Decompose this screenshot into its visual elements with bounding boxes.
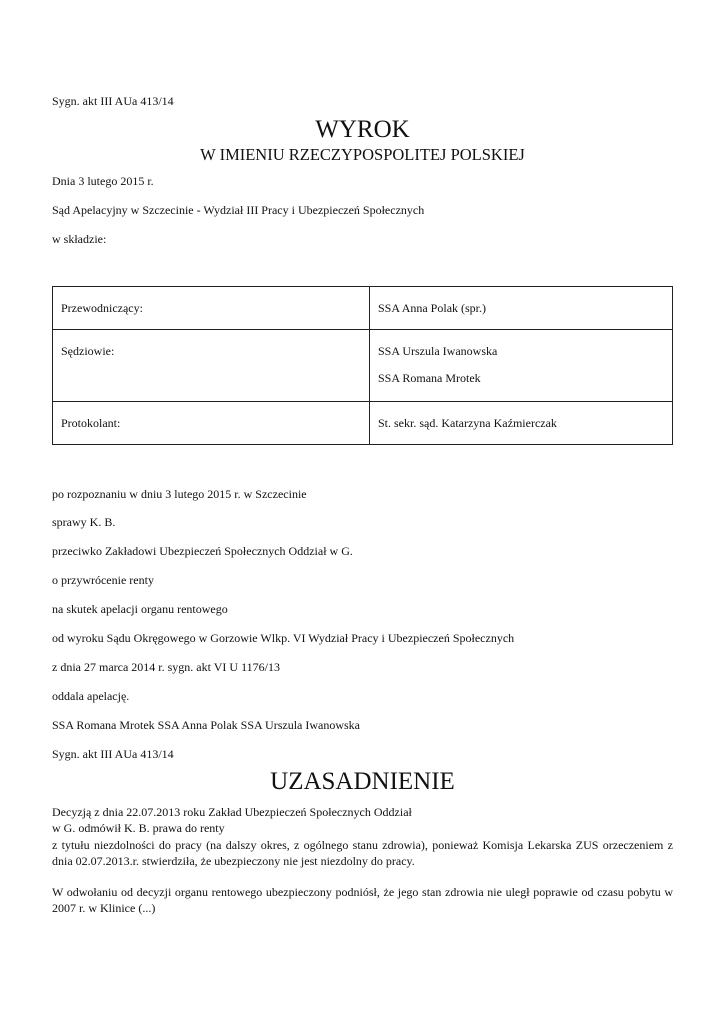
composition-intro: w składzie: [52,232,107,246]
ruling-line: z dnia 27 marca 2014 r. sygn. akt VI U 1176/13 [52,660,280,674]
court-name: Sąd Apelacyjny w Szczecinie - Wydział III Pracy i Ubezpieczeń Społecznych [52,203,425,217]
document-title: WYROK [315,116,410,143]
ruling-line: o przywrócenie renty [52,573,154,587]
table-row [53,330,673,402]
judge-name: SSA Urszula Iwanowska [378,344,498,358]
judge-name: SSA Anna Polak (spr.) [378,301,487,315]
name-cell [370,402,673,445]
justification-title: UZASADNIENIE [270,768,455,795]
role-cell: Protokolant: [53,402,370,445]
justification-line: w G. odmówił K. B. prawa do renty [52,821,225,835]
justification-paragraph: W odwołaniu od decyzji organu rentowego ubezpieczony podniósł, że jego stan zdrowia nie uległ poprawie od czasu pobytu w 2007 r. w Klinice (...) [52,885,673,915]
role-cell: Przewodniczący: [53,287,370,330]
document-subtitle: W IMIENIU RZECZYPOSPOLITEJ POLSKIEJ [200,145,525,164]
justification-line: Decyzją z dnia 22.07.2013 roku Zakład Ubezpieczeń Społecznych Oddział [52,805,412,819]
judge-name: SSA Romana Mrotek [378,370,481,385]
ruling-line: sprawy K. B. [52,515,116,529]
ruling-date: Dnia 3 lutego 2015 r. [52,174,154,188]
ruling-verdict: oddala apelację. [52,689,130,703]
clerk-name: St. sekr. sąd. Katarzyna Kaźmierczak [378,416,557,430]
ruling-line: po rozpoznaniu w dniu 3 lutego 2015 r. w Szczecinie [52,487,307,501]
case-number: Sygn. akt III AUa 413/14 [52,94,174,108]
ruling-line: na skutek apelacji organu rentowego [52,602,228,616]
name-cell [370,330,673,402]
justification-paragraph: z tytułu niezdolności do pracy (na dalszy okres, z ogólnego stanu zdrowia), ponieważ Komisja Lekarska ZUS orzeczeniem z dnia 02.07.2013.r. stwierdziła, że ubezpieczony nie jest niezdolny do pracy. [52,838,673,868]
ruling-line: od wyroku Sądu Okręgowego w Gorzowie Wlkp. VI Wydział Pracy i Ubezpieczeń Społecznych [52,631,515,645]
court-composition-table [52,286,673,445]
ruling-line: przeciwko Zakładowi Ubezpieczeń Społecznych Oddział w G. [52,544,353,558]
table-row [53,402,673,445]
role-cell: Sędziowie: [53,330,370,402]
case-number: Sygn. akt III AUa 413/14 [52,747,174,761]
name-cell [370,287,673,330]
table-row [53,287,673,330]
judges-signatures: SSA Romana Mrotek SSA Anna Polak SSA Urszula Iwanowska [52,718,361,732]
